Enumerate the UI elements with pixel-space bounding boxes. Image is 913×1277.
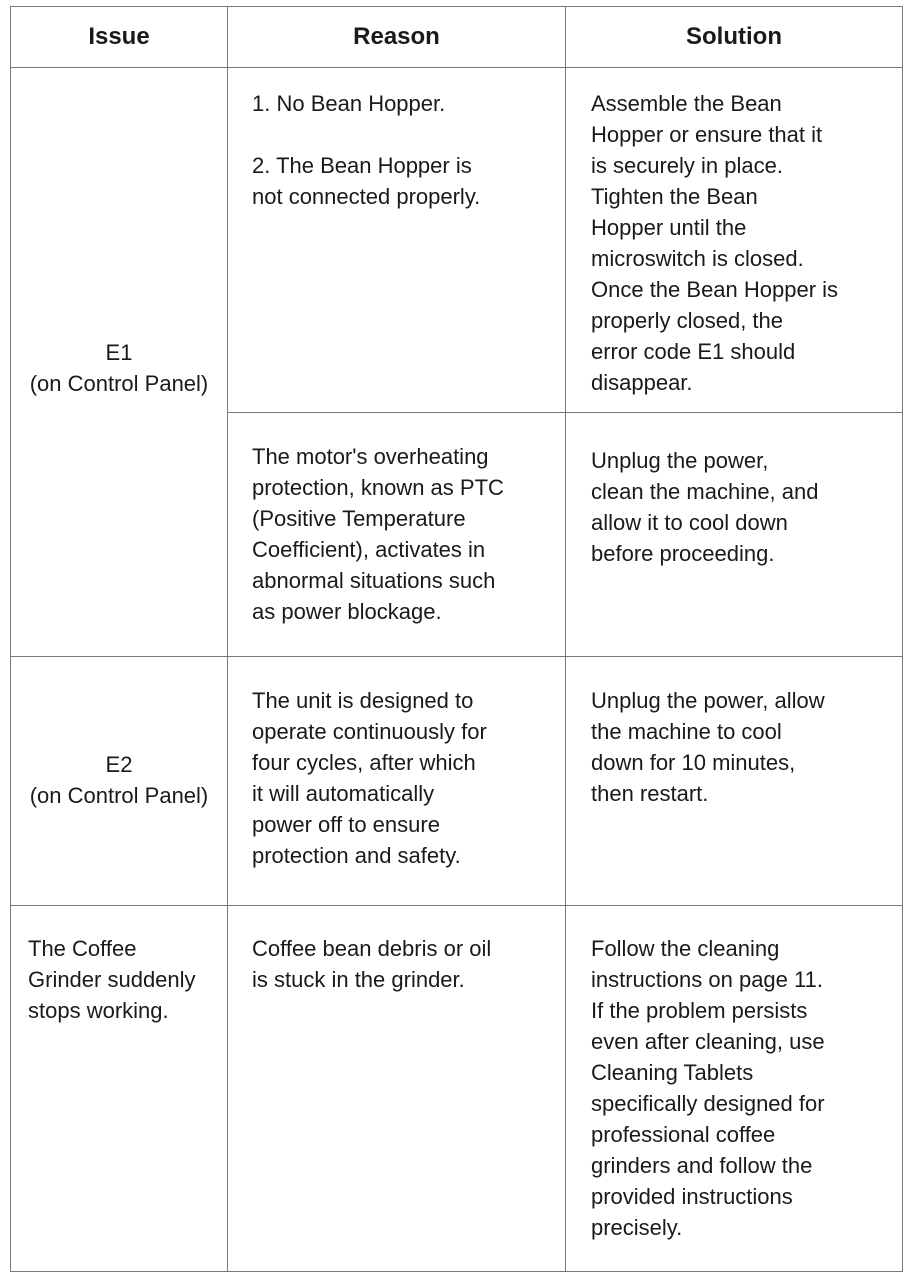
solution-e2: Unplug the power, allow the machine to cool down for 10 minutes, then restart. [591, 688, 825, 806]
troubleshooting-table [10, 6, 903, 1272]
issue-e2: E2 (on Control Panel) [29, 752, 209, 808]
header-issue: Issue [88, 23, 150, 50]
reason-e2: The unit is designed to operate continuously for four cycles, after which it will automatically power off to ensure protection and safety. [252, 688, 487, 868]
issue-grinder-stops: The Coffee Grinder suddenly stops working. [28, 936, 196, 1023]
header-reason: Reason [353, 23, 440, 50]
header-solution: Solution [686, 23, 782, 50]
solution-e1-ptc: Unplug the power, clean the machine, and allow it to cool down before proceeding. [591, 448, 819, 566]
row-divider-e1-e2 [11, 656, 902, 657]
reason-grinder-debris: Coffee bean debris or oil is stuck in the grinder. [252, 936, 492, 992]
solution-grinder-cleaning: Follow the cleaning instructions on page 11. If the problem persists even after cleaning, use Cleaning Tablets specifically designed for professional coffee grinders and follow the provided instructions precisely. [591, 936, 825, 1240]
issue-e1: E1 (on Control Panel) [29, 340, 209, 396]
reason-e1-hopper: 1. No Bean Hopper. 2. The Bean Hopper is not connected properly. [252, 91, 481, 209]
column-divider-reason [565, 7, 566, 1271]
row-divider-e2-grinder [11, 905, 902, 906]
reason-e1-ptc: The motor's overheating protection, known as PTC (Positive Temperature Coefficient), activates in abnormal situations such as power blockage. [252, 444, 504, 624]
header-divider [11, 67, 902, 68]
column-divider-issue [227, 7, 228, 1271]
solution-e1-hopper: Assemble the Bean Hopper or ensure that it is securely in place. Tighten the Bean Hopper until the microswitch is closed. Once the Bean Hopper is properly closed, the error code E1 should disappear. [591, 91, 839, 395]
